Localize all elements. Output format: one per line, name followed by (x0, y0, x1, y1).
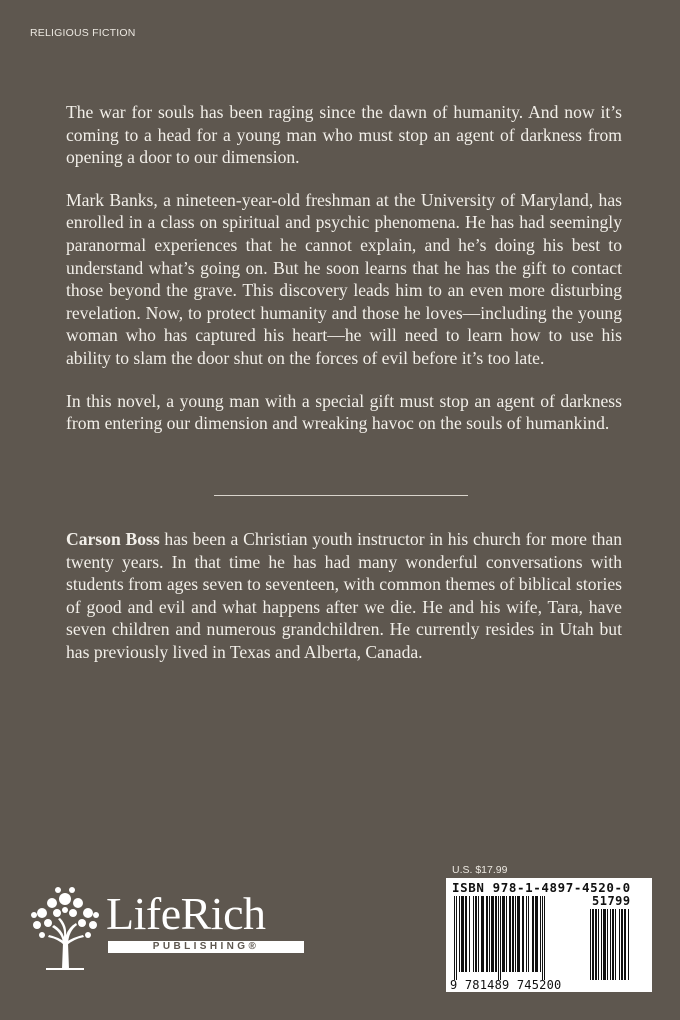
addon-barcode-bar (612, 909, 614, 980)
author-bio-text: has been a Christian youth instructor in his church for more than twenty years. In that time he has had many wonderful conversations with students from ages seven to seventeen, with common themes of biblical stories of good and evil and what happens after we die. He and his wife, Tara, have seven children and numerous grandchildren. He currently resides in Utah but has previously lived in Texas and Alberta, Canada. (66, 529, 622, 662)
barcode-bar (500, 896, 501, 980)
barcode-bar (544, 896, 545, 980)
ean-barcode-bars (454, 896, 584, 980)
barcode-bar (475, 896, 477, 972)
barcode-bar (512, 896, 514, 972)
addon-barcode-bar (603, 909, 606, 980)
barcode-bar (522, 896, 524, 972)
addon-barcode-bar (595, 909, 597, 980)
barcode-bar (517, 896, 520, 972)
addon-barcode-bar (610, 909, 611, 980)
barcode-bar (459, 896, 460, 972)
barcode-bar (526, 896, 527, 972)
addon-barcode-bar (621, 909, 623, 980)
book-blurb (66, 101, 622, 455)
barcode-bar (535, 896, 538, 972)
publisher-logo (28, 885, 308, 975)
registered-mark: ® (248, 941, 260, 952)
addon-code: 51799 (592, 894, 631, 908)
barcode-bar (469, 896, 470, 972)
addon-barcode-bar (607, 909, 608, 980)
barcode-bar (456, 896, 457, 980)
ean-first-digit: 9 (450, 978, 458, 992)
ean-right-group: 745200 (516, 978, 562, 992)
addon-barcode-bar (628, 909, 629, 980)
barcode-bar (515, 896, 516, 972)
genre-label: RELIGIOUS FICTION (30, 27, 136, 39)
barcode-bar (532, 896, 534, 972)
addon-barcode-bar (590, 909, 591, 980)
ean-left-group: 781489 (464, 978, 510, 992)
publisher-subtitle-band (108, 941, 304, 953)
tree-logo-icon (28, 885, 102, 971)
addon-barcode-bars (590, 909, 646, 980)
addon-barcode-bar (601, 909, 602, 980)
barcode-bar (502, 896, 505, 972)
barcode-bar (473, 896, 474, 972)
barcode-bar (528, 896, 529, 972)
barcode-bar (498, 896, 499, 980)
barcode-bar (491, 896, 494, 972)
barcode-bar (481, 896, 484, 972)
addon-barcode-bar (592, 909, 594, 980)
section-divider (214, 495, 468, 496)
addon-barcode-bar (598, 909, 599, 980)
isbn-barcode (446, 878, 652, 992)
ean-digits (450, 978, 590, 992)
blurb-paragraph-3: In this novel, a young man with a special gift must stop an agent of darkness from entering our dimension and wreaking havoc on the souls of humankind. (66, 390, 622, 434)
barcode-bar (542, 896, 543, 980)
barcode-bar (478, 896, 479, 972)
barcode-bar (506, 896, 507, 972)
author-bio (66, 528, 622, 664)
publisher-subtitle: PUBLISHING (152, 941, 249, 952)
barcode-bar (509, 896, 511, 972)
blurb-paragraph-1: The war for souls has been raging since the dawn of humanity. And now it’s coming to a head for a young man who must stop an agent of darkness from opening a door to our dimension. (66, 102, 622, 168)
publisher-wordmark: LifeRich (106, 888, 266, 939)
barcode-bar (454, 896, 455, 980)
barcode-bar (489, 896, 490, 972)
addon-barcode-bar (624, 909, 626, 980)
isbn-text: ISBN 978-1-4897-4520-0 (452, 880, 631, 895)
barcode-bar (486, 896, 488, 972)
addon-barcode-bar (615, 909, 616, 980)
author-name: Carson Boss (66, 529, 160, 549)
barcode-bar (495, 896, 497, 972)
barcode-bar (461, 896, 464, 972)
barcode-bar (540, 896, 541, 972)
blurb-paragraph-2: Mark Banks, a nineteen-year-old freshman at the University of Maryland, has enrolled in a class on spiritual and psychic phenomena. He has had seemingly paranormal experiences that he cannot explain, and he’s doing his best to understand what’s going on. But he soon learns that he has the gift to contact those beyond the grave. This discovery leads him to an even more disturbing revelation. Now, to protect humanity and those he loves—including the young woman who has captured his heart—he will need to learn how to use his ability to slam the door shut on the forces of evil before it’s too late. (66, 189, 622, 368)
addon-barcode-bar (619, 909, 620, 980)
price-label: U.S. $17.99 (452, 864, 508, 876)
barcode-bar (465, 896, 467, 972)
